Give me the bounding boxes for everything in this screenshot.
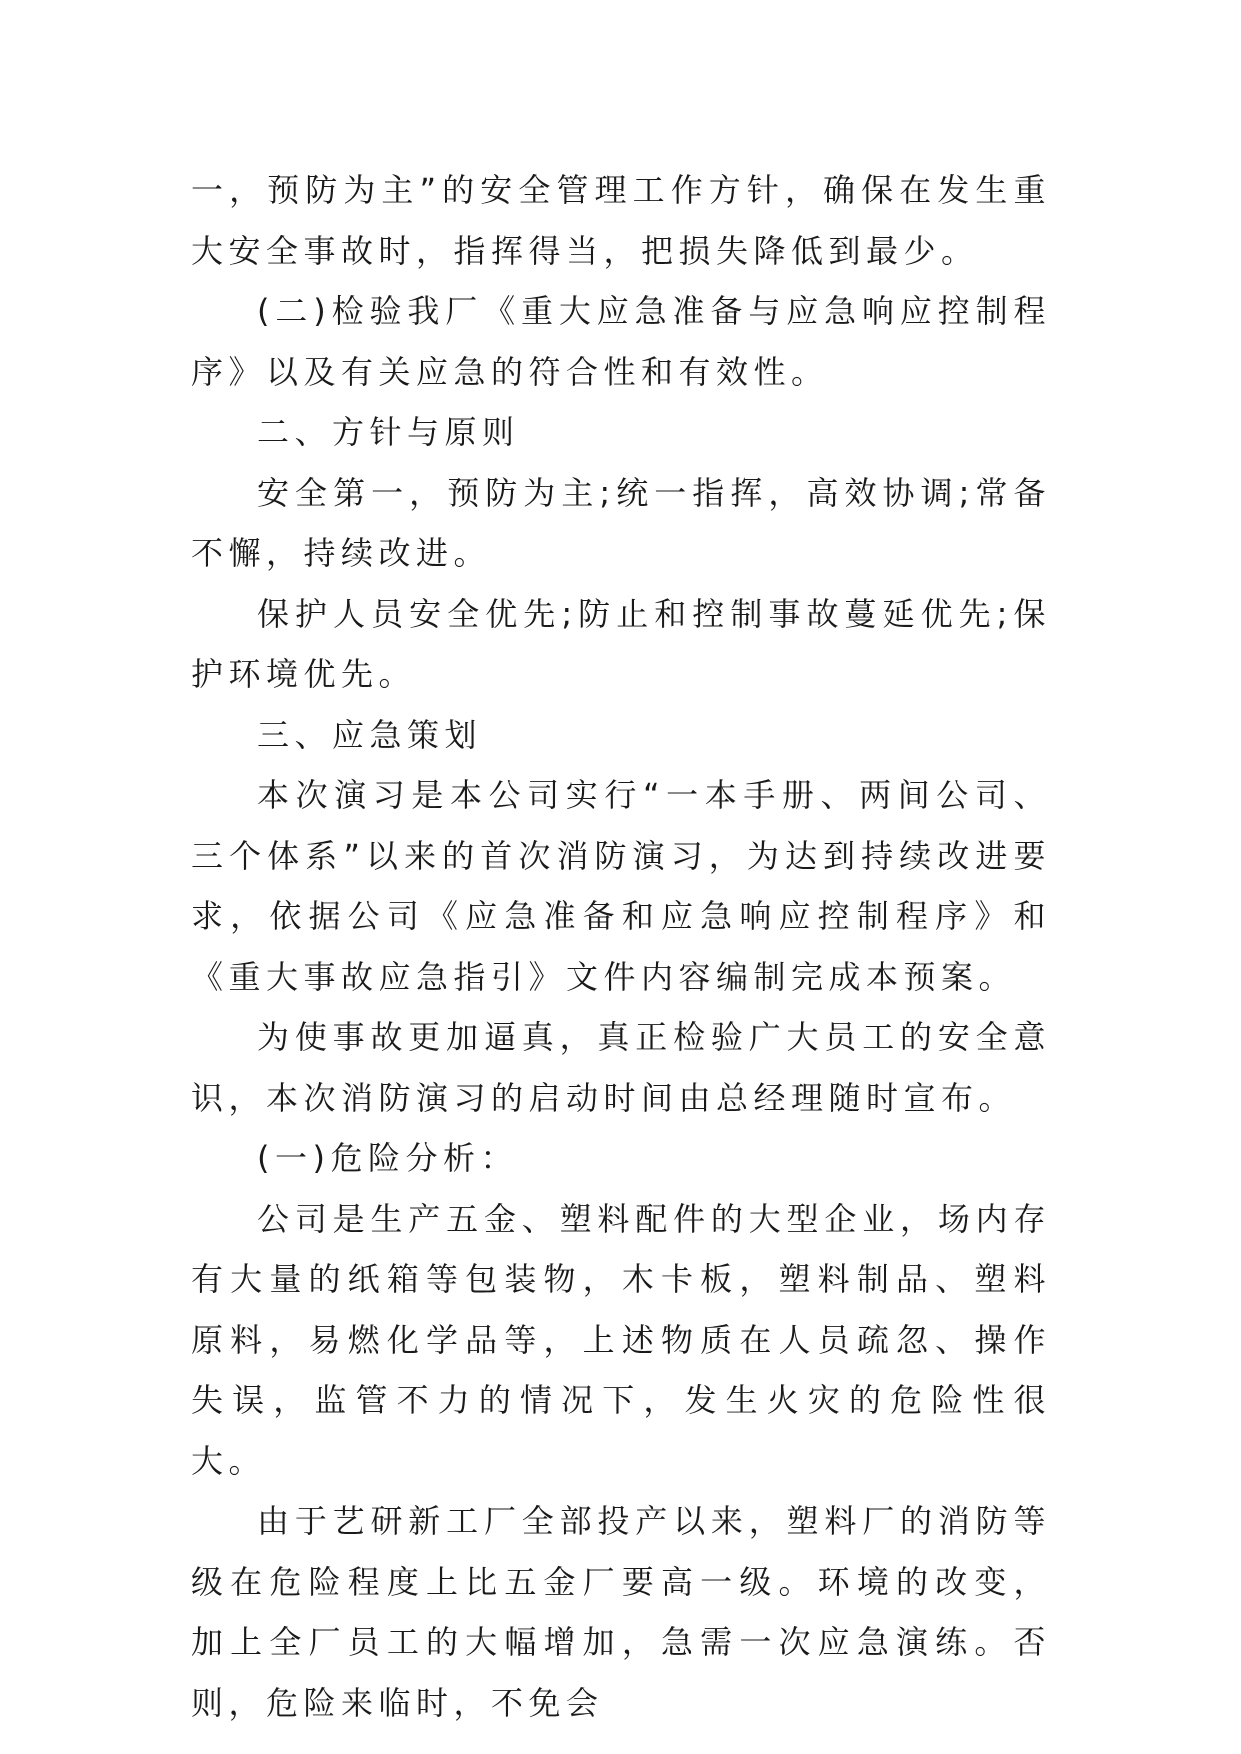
paragraph-principles-one: 安全第一，预防为主;统一指挥，高效协调;常备不懈，持续改进。 — [191, 473, 1051, 572]
section-heading-principles: 二、方针与原则 — [257, 413, 520, 451]
document-body — [191, 160, 1051, 1733]
paragraph-drill-timing: 为使事故更加逼真，真正检验广大员工的安全意识，本次消防演习的启动时间由总经理随时宣布。 — [191, 1018, 1051, 1117]
paragraph-objective-two: (二)检验我厂《重大应急准备与应急响应控制程序》以及有关应急的符合性和有效性。 — [191, 292, 1051, 391]
subheading-hazard-analysis: (一)危险分析： — [257, 1139, 518, 1177]
paragraph-hazard-factory: 由于艺研新工厂全部投产以来，塑料厂的消防等级在危险程度上比五金厂要高一级。环境的改变，加上全厂员工的大幅增加，急需一次应急演练。否则，危险来临时，不免会 — [191, 1502, 1051, 1722]
paragraph-hazard-materials: 公司是生产五金、塑料配件的大型企业，场内存有大量的纸箱等包装物，木卡板，塑料制品、塑料原料，易燃化学品等，上述物质在人员疏忽、操作失误，监管不力的情况下，发生火灾的危险性很大。 — [191, 1199, 1051, 1480]
paragraph-principles-two: 保护人员安全优先;防止和控制事故蔓延优先;保护环境优先。 — [191, 594, 1051, 693]
section-heading-planning: 三、应急策划 — [257, 715, 483, 754]
paragraph-intro-continuation: 一，预防为主”的安全管理工作方针，确保在发生重大安全事故时，指挥得当，把损失降低到最少。 — [191, 171, 1051, 270]
paragraph-drill-basis: 本次演习是本公司实行“一本手册、两间公司、三个体系”以来的首次消防演习，为达到持续改进要求，依据公司《应急准备和应急响应控制程序》和《重大事故应急指引》文件内容编制完成本预案。 — [191, 776, 1051, 996]
